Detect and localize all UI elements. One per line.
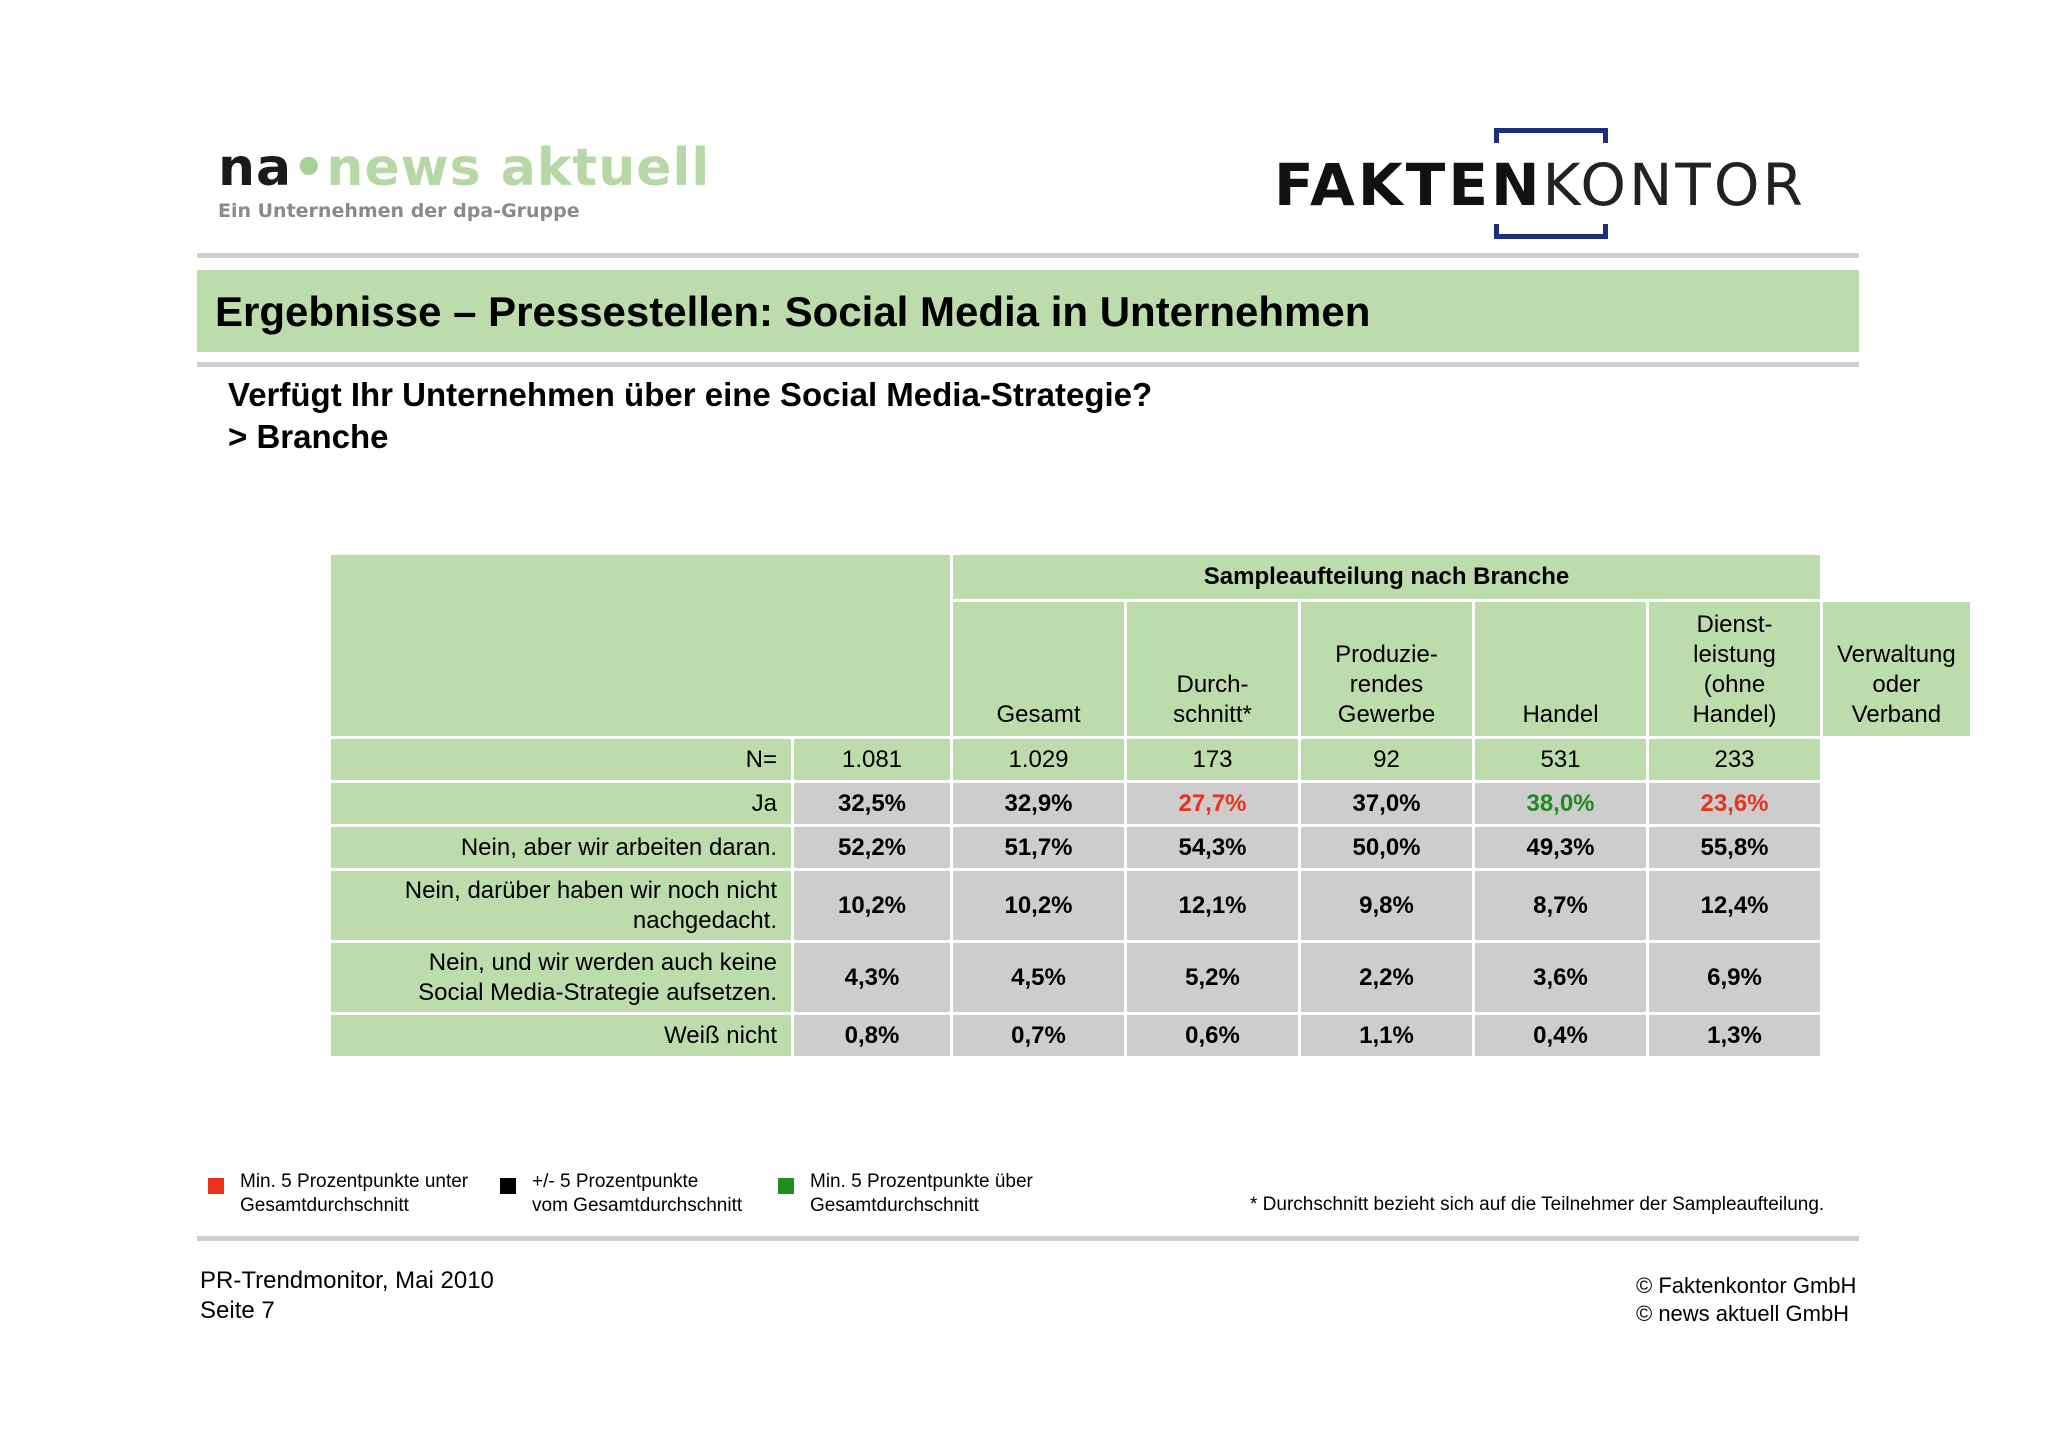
table-cell: 52,2% bbox=[793, 826, 952, 870]
table-cell: 1.029 bbox=[952, 738, 1126, 782]
table-cell: 173 bbox=[1126, 738, 1300, 782]
column-header: Gesamt bbox=[952, 601, 1126, 738]
column-header: Dienst- leistung (ohne Handel) bbox=[1648, 601, 1822, 738]
table-cell: 0,7% bbox=[952, 1014, 1126, 1058]
table-cell: 2,2% bbox=[1300, 942, 1474, 1014]
column-header: Durch- schnitt* bbox=[1126, 601, 1300, 738]
faktenkontor-bracket-bottom bbox=[1494, 224, 1608, 239]
table-cell: 54,3% bbox=[1126, 826, 1300, 870]
table-cell: 23,6% bbox=[1648, 782, 1822, 826]
table-cell: 92 bbox=[1300, 738, 1474, 782]
table-cell: 38,0% bbox=[1474, 782, 1648, 826]
report-name: PR-Trendmonitor, Mai 2010 bbox=[200, 1267, 494, 1294]
table-cell: 27,7% bbox=[1126, 782, 1300, 826]
table-cell: 4,5% bbox=[952, 942, 1126, 1014]
footnote: * Durchschnitt bezieht sich auf die Teilnehmer der Sampleaufteilung. bbox=[1250, 1194, 1825, 1215]
table-cell: 12,4% bbox=[1648, 870, 1822, 942]
table-row bbox=[330, 782, 1972, 826]
news-aktuell-logo bbox=[218, 138, 711, 238]
table-body bbox=[330, 738, 1972, 1058]
table-cell: 531 bbox=[1474, 738, 1648, 782]
news-aktuell-wordmark: na•news aktuell bbox=[218, 138, 711, 198]
footer-divider bbox=[197, 1236, 1859, 1241]
table-cell: 51,7% bbox=[952, 826, 1126, 870]
row-label: Ja bbox=[330, 782, 793, 826]
footer-left bbox=[200, 1266, 494, 1326]
table-cell: 6,9% bbox=[1648, 942, 1822, 1014]
question-breakdown: > Branche bbox=[228, 418, 389, 455]
table-cell: 4,3% bbox=[793, 942, 952, 1014]
group-header: Sampleaufteilung nach Branche bbox=[952, 554, 1822, 601]
table-cell: 12,1% bbox=[1126, 870, 1300, 942]
page-title: Ergebnisse – Pressestellen: Social Media in Unternehmen bbox=[215, 288, 1371, 335]
survey-question bbox=[228, 374, 1152, 458]
header-divider bbox=[197, 253, 1859, 258]
table-cell: 0,4% bbox=[1474, 1014, 1648, 1058]
copyright-news-aktuell: © news aktuell GmbH bbox=[1636, 1301, 1850, 1326]
table-cell: 0,6% bbox=[1126, 1014, 1300, 1058]
table-row bbox=[330, 870, 1972, 942]
table-cell: 3,6% bbox=[1474, 942, 1648, 1014]
column-header: Verwaltung oder Verband bbox=[1822, 601, 1972, 738]
row-label: Nein, und wir werden auch keine Social Media-Strategie aufsetzen. bbox=[330, 942, 793, 1014]
table-cell: 1.081 bbox=[793, 738, 952, 782]
table-cell: 37,0% bbox=[1300, 782, 1474, 826]
legend-black-swatch bbox=[500, 1178, 516, 1194]
faktenkontor-wordmark: FAKTENKONTOR bbox=[1274, 151, 1806, 219]
table-cell: 55,8% bbox=[1648, 826, 1822, 870]
title-divider bbox=[197, 362, 1859, 367]
results-table bbox=[328, 552, 1973, 1059]
footer-right bbox=[1636, 1272, 1856, 1328]
table-cell: 50,0% bbox=[1300, 826, 1474, 870]
table-cell: 1,3% bbox=[1648, 1014, 1822, 1058]
table-cell: 10,2% bbox=[952, 870, 1126, 942]
table-cell: 0,8% bbox=[793, 1014, 952, 1058]
table-cell: 8,7% bbox=[1474, 870, 1648, 942]
table-cell: 1,1% bbox=[1300, 1014, 1474, 1058]
row-label: N= bbox=[330, 738, 793, 782]
table-corner bbox=[330, 554, 952, 738]
table-cell: 9,8% bbox=[1300, 870, 1474, 942]
news-aktuell-tagline: Ein Unternehmen der dpa-Gruppe bbox=[218, 200, 580, 222]
row-label: Weiß nicht bbox=[330, 1014, 793, 1058]
copyright-faktenkontor: © Faktenkontor GmbH bbox=[1636, 1273, 1857, 1298]
row-label: Nein, darüber haben wir noch nicht nachgedacht. bbox=[330, 870, 793, 942]
faktenkontor-bracket-top bbox=[1494, 128, 1608, 143]
legend-green-swatch bbox=[778, 1178, 794, 1194]
column-header: Handel bbox=[1474, 601, 1648, 738]
faktenkontor-logo bbox=[1268, 124, 1828, 244]
table-cell: 5,2% bbox=[1126, 942, 1300, 1014]
question-text: Verfügt Ihr Unternehmen über eine Social Media-Strategie? bbox=[228, 376, 1153, 413]
table-cell: 32,5% bbox=[793, 782, 952, 826]
legend-label: +/- 5 Prozentpunkte vom Gesamtdurchschnitt bbox=[532, 1171, 743, 1216]
table-row bbox=[330, 738, 1972, 782]
column-header: Produzie- rendes Gewerbe bbox=[1300, 601, 1474, 738]
table-cell: 233 bbox=[1648, 738, 1822, 782]
table-cell: 49,3% bbox=[1474, 826, 1648, 870]
row-label: Nein, aber wir arbeiten daran. bbox=[330, 826, 793, 870]
legend-red-swatch bbox=[208, 1178, 224, 1194]
table-row bbox=[330, 942, 1972, 1014]
title-bar bbox=[197, 270, 1859, 352]
legend-label: Min. 5 Prozentpunkte unter Gesamtdurchschnitt bbox=[240, 1171, 469, 1216]
table-row bbox=[330, 1014, 1972, 1058]
page-number: Seite 7 bbox=[200, 1297, 275, 1324]
table-cell: 10,2% bbox=[793, 870, 952, 942]
legend-label: Min. 5 Prozentpunkte über Gesamtdurchschnitt bbox=[810, 1171, 1033, 1216]
table-row bbox=[330, 826, 1972, 870]
table-cell: 32,9% bbox=[952, 782, 1126, 826]
